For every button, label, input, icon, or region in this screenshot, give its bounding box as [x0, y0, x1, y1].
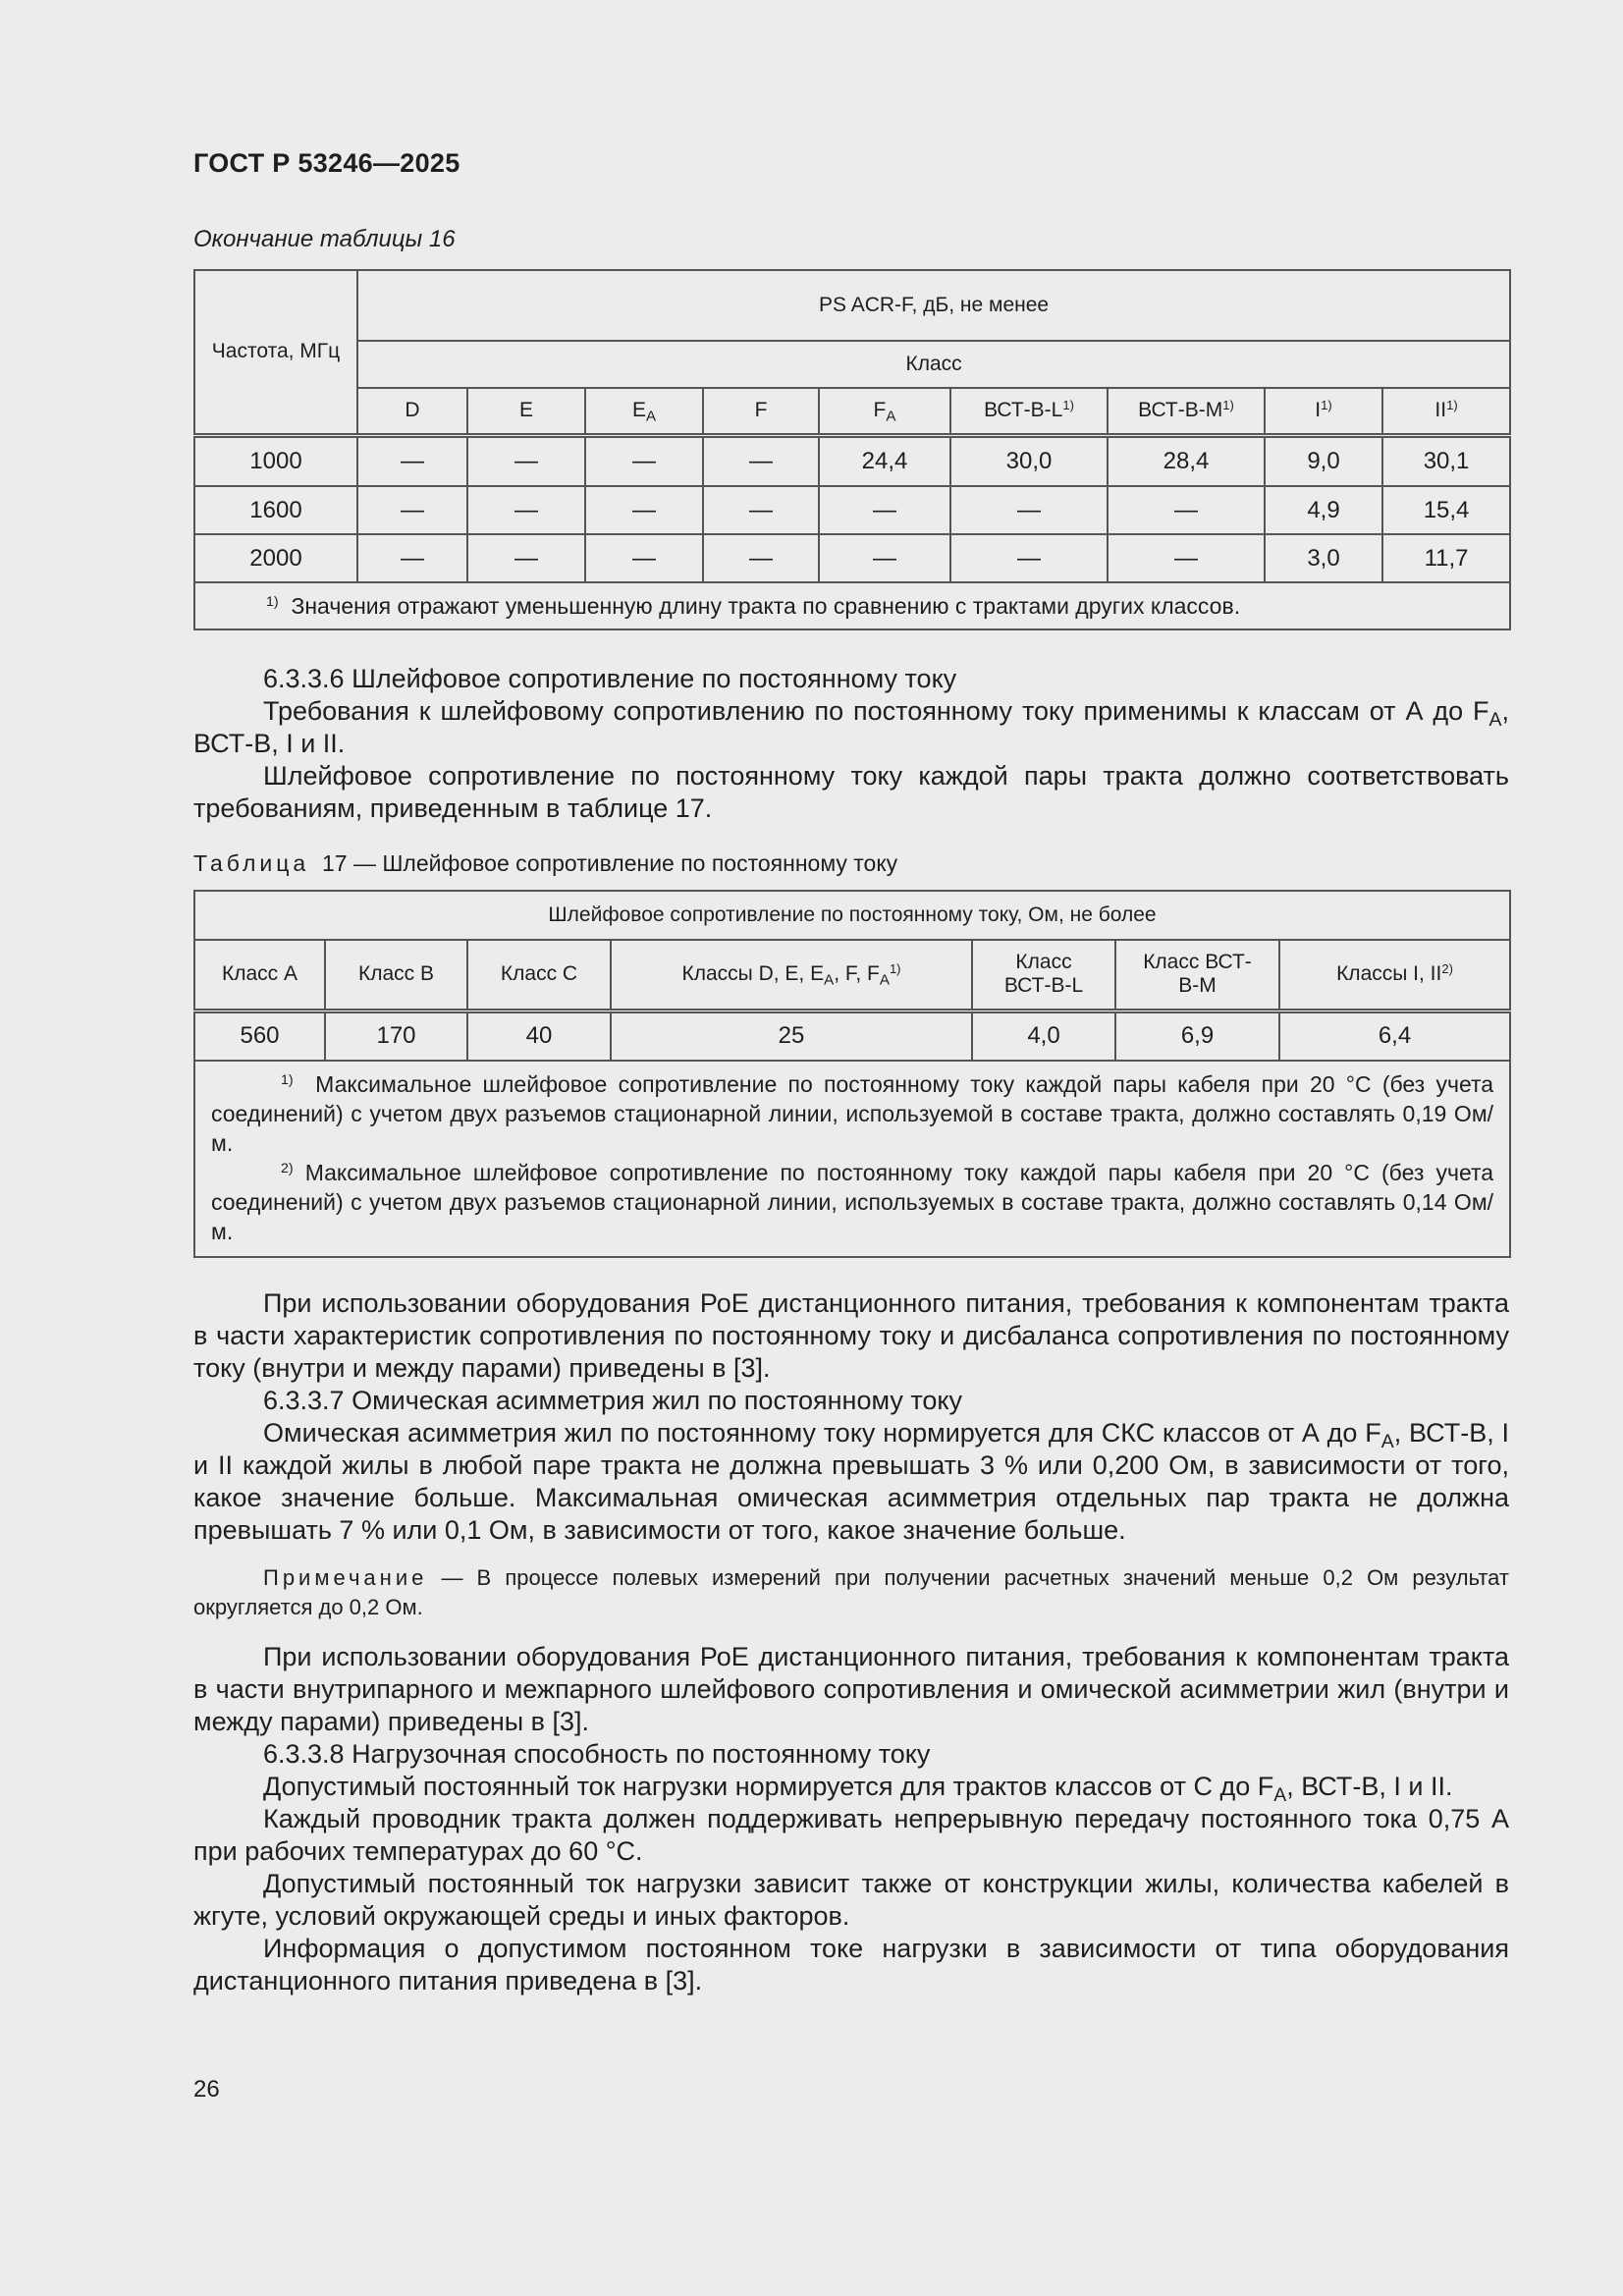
table-16	[193, 269, 1511, 630]
table-row: 2000 — — — — — — — 3,0 11,7	[194, 534, 1510, 582]
col-class-d-f: Классы D, E, $E_A$, F, $F_A^{1)}$	[611, 940, 972, 1011]
col-bctbm: ВСТ-$В-М^{1)}$	[1108, 388, 1265, 435]
table17-caption: Таблица 17 — Шлейфовое сопротивление по постоянному току	[193, 850, 898, 876]
main-header: Шлейфовое сопротивление по постоянному току, Ом, не более	[194, 891, 1510, 940]
paragraph: Допустимый постоянный ток нагрузки нормируется для трактов классов от С до $F_A$, ВСТ-В, I и II.	[263, 1772, 1453, 1806]
freq-header: Частота, МГц	[194, 270, 357, 435]
col-class-bctbl: Класс ВСТ-В-L	[972, 940, 1115, 1011]
page-number: 26	[193, 2076, 220, 2103]
col-class-bctbm: Класс ВСТ- В-М	[1115, 940, 1279, 1011]
note-label: Примечание	[263, 1565, 428, 1590]
table-row: 560 170 40 25 4,0 6,9 6,4	[194, 1011, 1510, 1061]
col-class-b: Класс В	[325, 940, 467, 1011]
col-class-c: Класс С	[467, 940, 611, 1011]
table17-footnotes	[194, 1061, 1510, 1257]
paragraph: Допустимый постоянный ток нагрузки зависит также от конструкции жилы, количества кабелей в жгуте, условий окружающей среды и иных факторов.	[193, 1869, 1509, 1931]
col-class-a: Класс А	[194, 940, 325, 1011]
paragraph: При использовании оборудования РоЕ дистанционного питания, требования к компонентам тракта в части характеристик сопротивления по постоянному току и дисбаланса сопротивления по постоянному току (внутри и между парами) приведены в [3].	[193, 1288, 1509, 1383]
col-ii: II$^{1)}$	[1382, 388, 1510, 435]
col-i: $I^{1)}$	[1265, 388, 1382, 435]
col-bctbl: ВСТ-$В-L^{1)}$	[950, 388, 1108, 435]
footnote-1: $^{1)}$ Максимальное шлейфовое сопротивление по постоянному току каждой пары кабеля при 20 °С (без учета соединений) с учетом двух разъемов стационарной линии, используемой в составе тракта, должно составлять 0,19 Ом/м.	[211, 1071, 1494, 1156]
section-heading: 6.3.3.8 Нагрузочная способность по постоянному току	[263, 1739, 931, 1769]
main-header: PS ACR-F, дБ, не менее	[357, 270, 1510, 341]
paragraph: Каждый проводник тракта должен поддерживать непрерывную передачу постоянного тока 0,75 А при рабочих температурах до 60 °С.	[193, 1804, 1509, 1866]
table-17	[193, 890, 1511, 1258]
note	[193, 1563, 1509, 1622]
paragraph: Шлейфовое сопротивление по постоянному току каждой пары тракта должно соответствовать требованиям, приведенным в таблице 17.	[193, 761, 1509, 823]
footnote-2: $^{2)}$ Максимальное шлейфовое сопротивление по постоянному току каждой пары кабеля при 20 °С (без учета соединений) с учетом двух разъемов стационарной линии, используемых в составе тракта, должно составлять 0,14 Ом/м.	[211, 1160, 1494, 1244]
paragraph: Омическая асимметрия жил по постоянному току нормируется для СКС классов от А до $F_A$, ВСТ-В, I и II каждой жилы в любой паре тракта не должна превышать 3 % или 0,200 Ом, в зависимости от того, какое значение больше. Максимальная омическая асимметрия отдельных пар тракта не должна превышать 7 % или 0,1 Ом, в зависимости от того, какое значение больше.	[193, 1418, 1509, 1545]
document-header: ГОСТ Р 53246—2025	[193, 148, 460, 178]
body-text-2	[193, 1641, 1509, 1997]
table-row: 1600 — — — — — — — 4,9 15,4	[194, 486, 1510, 534]
table-row: 1000 — — — — 24,4 30,0 28,4 9,0 30,1	[194, 435, 1510, 486]
col-d: D	[357, 388, 467, 435]
table16-caption: Окончание таблицы 16	[193, 226, 456, 252]
section-6336	[193, 663, 1509, 825]
section-heading: 6.3.3.7 Омическая асимметрия жил по постоянному току	[263, 1386, 963, 1415]
section-heading: 6.3.3.6 Шлейфовое сопротивление по постоянному току	[263, 664, 957, 693]
class-header: Класс	[357, 341, 1510, 388]
paragraph: Требования к шлейфовому сопротивлению по постоянному току применимы к классам от А до $F_A$, ВСТ-В, I и II.	[193, 696, 1509, 758]
paragraph: При использовании оборудования РоЕ дистанционного питания, требования к компонентам тракта в части внутрипарного и межпарного шлейфового сопротивления и омической асимметрии жил (внутри и между парами) приведены в [3].	[193, 1642, 1509, 1736]
paragraph: Информация о допустимом постоянном токе нагрузки в зависимости от типа оборудования дистанционного питания приведена в [3].	[193, 1934, 1509, 1995]
note-text: — В процессе полевых измерений при получении расчетных значений меньше 0,2 Ом результат округляется до 0,2 Ом.	[193, 1565, 1509, 1619]
col-fa: $F_A$	[819, 388, 950, 435]
col-e: E	[467, 388, 585, 435]
body-text-1	[193, 1287, 1509, 1547]
col-f: F	[703, 388, 819, 435]
col-ea: $E_A$	[585, 388, 703, 435]
table16-footnote: $^{1)}$ Значения отражают уменьшенную длину тракта по сравнению с трактами других классов.	[194, 582, 1510, 629]
col-class-i-ii: Классы I, II$^{2)}$	[1279, 940, 1510, 1011]
